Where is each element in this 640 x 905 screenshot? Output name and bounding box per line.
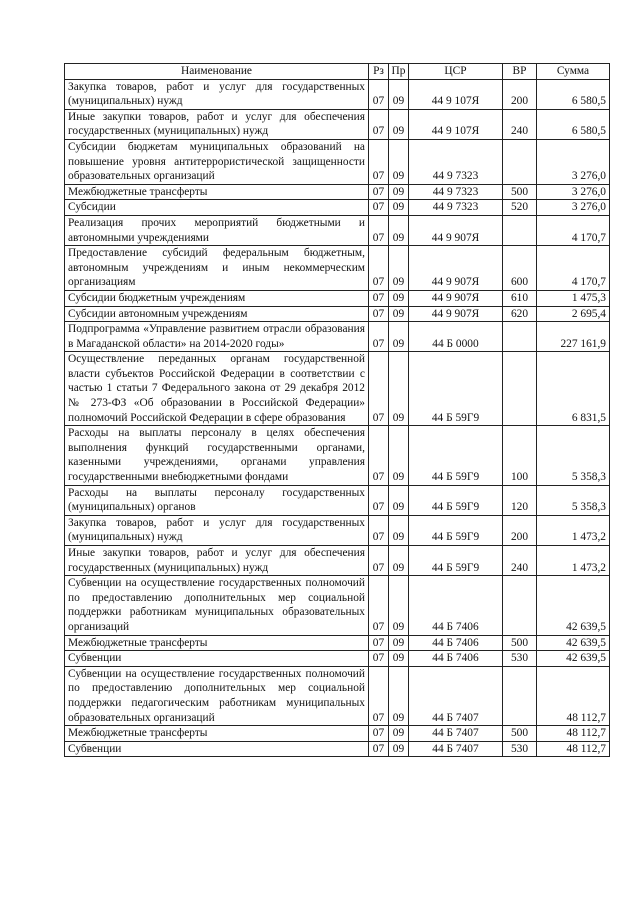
row-vr-cell: 520 [503,200,537,216]
row-sum-cell: 48 112,7 [537,666,610,725]
table-row [65,322,610,352]
row-name-cell: Закупка товаров, работ и услуг для государственных (муниципальных) нужд [65,79,369,109]
table-row [65,139,610,184]
row-sum-cell: 42 639,5 [537,651,610,667]
row-rz-cell: 07 [369,546,389,576]
row-rz-cell: 07 [369,139,389,184]
row-vr-cell: 530 [503,741,537,757]
row-name-cell: Закупка товаров, работ и услуг для государственных (муниципальных) нужд [65,515,369,545]
row-rz-cell: 07 [369,651,389,667]
row-sum-cell: 2 695,4 [537,306,610,322]
row-vr-cell: 100 [503,426,537,485]
table-row [65,635,610,651]
table-row [65,184,610,200]
row-rz-cell: 07 [369,515,389,545]
row-vr-cell [503,139,537,184]
row-rz-cell: 07 [369,741,389,757]
row-sum-cell: 1 473,2 [537,546,610,576]
row-name-cell: Межбюджетные трансферты [65,726,369,742]
row-pr-cell: 09 [389,184,409,200]
row-pr-cell: 09 [389,635,409,651]
row-csr-cell: 44 9 7323 [409,184,503,200]
table-row [65,741,610,757]
row-rz-cell: 07 [369,184,389,200]
row-csr-cell: 44 Б 59Г9 [409,426,503,485]
row-rz-cell: 07 [369,200,389,216]
row-sum-cell: 1 475,3 [537,290,610,306]
table-row [65,726,610,742]
row-csr-cell: 44 Б 7407 [409,726,503,742]
row-sum-cell: 1 473,2 [537,515,610,545]
row-name-cell: Подпрограмма «Управление развитием отрасли образования в Магаданской области» на 2014-2020 годы» [65,322,369,352]
row-vr-cell: 530 [503,651,537,667]
row-rz-cell: 07 [369,576,389,635]
row-pr-cell: 09 [389,546,409,576]
header-vr: ВР [503,64,537,80]
row-pr-cell: 09 [389,322,409,352]
table-row [65,546,610,576]
row-name-cell: Субвенции [65,741,369,757]
row-sum-cell: 42 639,5 [537,635,610,651]
row-name-cell: Субвенции [65,651,369,667]
row-rz-cell: 07 [369,426,389,485]
row-name-cell: Реализация прочих мероприятий бюджетными и автономными учреждениями [65,215,369,245]
row-vr-cell: 200 [503,79,537,109]
row-sum-cell: 5 358,3 [537,485,610,515]
row-vr-cell: 240 [503,546,537,576]
row-vr-cell: 500 [503,726,537,742]
table-body [65,79,610,757]
row-name-cell: Расходы на выплаты персоналу в целях обеспечения выполнения функций государственными органами, казенными учреждениями, органами управления государственными внебюджетными фондами [65,426,369,485]
row-name-cell: Субвенции на осуществление государственных полномочий по предоставлению дополнительных мер социальной поддержки педагогическим работникам муниципальных образовательных организаций [65,666,369,725]
row-rz-cell: 07 [369,726,389,742]
row-csr-cell: 44 Б 7407 [409,741,503,757]
row-rz-cell: 07 [369,109,389,139]
table-row [65,515,610,545]
row-name-cell: Субсидии бюджетам муниципальных образований на повышение уровня антитеррористической защищенности образовательных организаций [65,139,369,184]
row-csr-cell: 44 Б 59Г9 [409,352,503,426]
row-csr-cell: 44 Б 0000 [409,322,503,352]
row-name-cell: Субсидии автономным учреждениям [65,306,369,322]
row-sum-cell: 6 580,5 [537,79,610,109]
row-vr-cell: 610 [503,290,537,306]
row-rz-cell: 07 [369,322,389,352]
row-rz-cell: 07 [369,79,389,109]
header-pr: Пр [389,64,409,80]
row-sum-cell: 4 170,7 [537,246,610,291]
row-csr-cell: 44 Б 59Г9 [409,515,503,545]
budget-document [64,63,609,757]
row-csr-cell: 44 9 907Я [409,306,503,322]
row-vr-cell: 620 [503,306,537,322]
row-pr-cell: 09 [389,426,409,485]
row-name-cell: Субвенции на осуществление государственных полномочий по предоставлению дополнительных мер социальной поддержки работникам муниципальных образовательных организаций [65,576,369,635]
table-row [65,109,610,139]
row-rz-cell: 07 [369,635,389,651]
row-pr-cell: 09 [389,666,409,725]
table-row [65,426,610,485]
row-name-cell: Расходы на выплаты персоналу государственных (муниципальных) органов [65,485,369,515]
row-pr-cell: 09 [389,352,409,426]
row-vr-cell: 120 [503,485,537,515]
table-row [65,79,610,109]
header-name: Наименование [65,64,369,80]
row-name-cell: Осуществление переданных органам государственной власти субъектов Российской Федерации в соответствии с частью 1 статьи 7 Федерального закона от 29 декабря 2012 № 273-ФЗ «Об образовании в Российской Федерации» полномочий Российской Федерации в сфере образования [65,352,369,426]
row-csr-cell: 44 Б 7406 [409,576,503,635]
table-row [65,576,610,635]
row-name-cell: Межбюджетные трансферты [65,635,369,651]
row-pr-cell: 09 [389,139,409,184]
row-vr-cell: 500 [503,184,537,200]
row-sum-cell: 5 358,3 [537,426,610,485]
row-csr-cell: 44 9 7323 [409,200,503,216]
row-vr-cell [503,215,537,245]
row-rz-cell: 07 [369,666,389,725]
row-sum-cell: 3 276,0 [537,139,610,184]
row-sum-cell: 6 580,5 [537,109,610,139]
row-name-cell: Субсидии бюджетным учреждениям [65,290,369,306]
table-row [65,290,610,306]
row-rz-cell: 07 [369,246,389,291]
row-vr-cell [503,322,537,352]
row-csr-cell: 44 9 907Я [409,215,503,245]
row-pr-cell: 09 [389,200,409,216]
table-row [65,215,610,245]
row-rz-cell: 07 [369,215,389,245]
table-row [65,666,610,725]
row-pr-cell: 09 [389,515,409,545]
table-header-row [65,64,610,80]
header-rz: Рз [369,64,389,80]
row-csr-cell: 44 Б 59Г9 [409,546,503,576]
row-vr-cell [503,352,537,426]
row-name-cell: Предоставление субсидий федеральным бюджетным, автономным учреждениям и иным некоммерческим организациям [65,246,369,291]
row-vr-cell: 600 [503,246,537,291]
table-row [65,246,610,291]
row-sum-cell: 48 112,7 [537,726,610,742]
table-row [65,352,610,426]
row-vr-cell: 200 [503,515,537,545]
row-vr-cell: 240 [503,109,537,139]
row-pr-cell: 09 [389,246,409,291]
header-csr: ЦСР [409,64,503,80]
row-sum-cell: 227 161,9 [537,322,610,352]
row-csr-cell: 44 Б 7407 [409,666,503,725]
row-pr-cell: 09 [389,306,409,322]
row-csr-cell: 44 9 907Я [409,246,503,291]
row-pr-cell: 09 [389,290,409,306]
row-name-cell: Межбюджетные трансферты [65,184,369,200]
row-csr-cell: 44 9 7323 [409,139,503,184]
row-rz-cell: 07 [369,306,389,322]
table-row [65,485,610,515]
row-sum-cell: 48 112,7 [537,741,610,757]
row-pr-cell: 09 [389,576,409,635]
row-name-cell: Иные закупки товаров, работ и услуг для обеспечения государственных (муниципальных) нужд [65,109,369,139]
row-pr-cell: 09 [389,485,409,515]
header-sum: Сумма [537,64,610,80]
table-row [65,200,610,216]
row-vr-cell: 500 [503,635,537,651]
row-sum-cell: 6 831,5 [537,352,610,426]
row-rz-cell: 07 [369,290,389,306]
row-pr-cell: 09 [389,726,409,742]
row-vr-cell [503,666,537,725]
row-pr-cell: 09 [389,215,409,245]
row-csr-cell: 44 Б 7406 [409,635,503,651]
row-pr-cell: 09 [389,651,409,667]
budget-table [64,63,610,757]
row-csr-cell: 44 9 107Я [409,79,503,109]
row-rz-cell: 07 [369,352,389,426]
row-vr-cell [503,576,537,635]
row-name-cell: Субсидии [65,200,369,216]
row-csr-cell: 44 Б 7406 [409,651,503,667]
row-sum-cell: 4 170,7 [537,215,610,245]
row-sum-cell: 3 276,0 [537,200,610,216]
row-name-cell: Иные закупки товаров, работ и услуг для обеспечения государственных (муниципальных) нужд [65,546,369,576]
row-sum-cell: 42 639,5 [537,576,610,635]
row-csr-cell: 44 9 107Я [409,109,503,139]
row-pr-cell: 09 [389,109,409,139]
row-pr-cell: 09 [389,79,409,109]
row-pr-cell: 09 [389,741,409,757]
row-rz-cell: 07 [369,485,389,515]
row-sum-cell: 3 276,0 [537,184,610,200]
table-row [65,651,610,667]
row-csr-cell: 44 9 907Я [409,290,503,306]
row-csr-cell: 44 Б 59Г9 [409,485,503,515]
table-row [65,306,610,322]
